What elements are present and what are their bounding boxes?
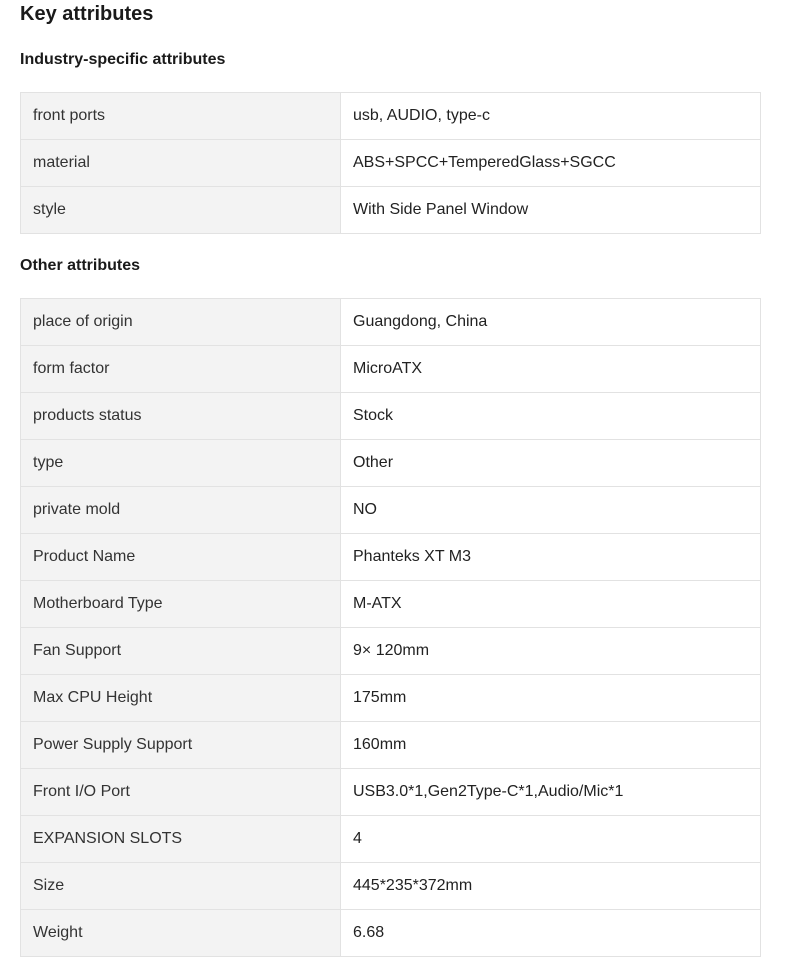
table-row: [21, 863, 761, 910]
table-row: [21, 140, 761, 187]
other-attributes-table: [20, 298, 761, 957]
attribute-value: With Side Panel Window: [341, 187, 761, 234]
attribute-value: usb, AUDIO, type-c: [341, 93, 761, 140]
table-row: [21, 440, 761, 487]
page-title: Key attributes: [20, 3, 154, 25]
attribute-key: products status: [21, 393, 341, 440]
attribute-key: private mold: [21, 487, 341, 534]
attribute-key: Product Name: [21, 534, 341, 581]
attribute-key: EXPANSION SLOTS: [21, 816, 341, 863]
table-row: [21, 393, 761, 440]
attribute-key: Weight: [21, 910, 341, 957]
attribute-key: type: [21, 440, 341, 487]
attribute-value: 6.68: [341, 910, 761, 957]
attribute-value: Stock: [341, 393, 761, 440]
attribute-key: Motherboard Type: [21, 581, 341, 628]
table-row: [21, 816, 761, 863]
attribute-key: Size: [21, 863, 341, 910]
attribute-value: M-ATX: [341, 581, 761, 628]
attribute-key: form factor: [21, 346, 341, 393]
attribute-key: Power Supply Support: [21, 722, 341, 769]
other-attributes-body: [21, 299, 761, 957]
table-row: [21, 628, 761, 675]
table-row: [21, 722, 761, 769]
attribute-value: ABS+SPCC+TemperedGlass+SGCC: [341, 140, 761, 187]
attribute-value: Phanteks XT M3: [341, 534, 761, 581]
attribute-key: Fan Support: [21, 628, 341, 675]
attribute-key: Front I/O Port: [21, 769, 341, 816]
industry-attributes-body: [21, 93, 761, 234]
attribute-key: front ports: [21, 93, 341, 140]
attribute-value: 445*235*372mm: [341, 863, 761, 910]
attribute-value: 4: [341, 816, 761, 863]
attribute-value: 175mm: [341, 675, 761, 722]
table-row: [21, 675, 761, 722]
attribute-key: place of origin: [21, 299, 341, 346]
table-row: [21, 487, 761, 534]
table-row: [21, 769, 761, 816]
attribute-value: MicroATX: [341, 346, 761, 393]
attribute-value: NO: [341, 487, 761, 534]
industry-attributes-heading: Industry-specific attributes: [20, 51, 226, 68]
attribute-key: material: [21, 140, 341, 187]
attribute-value: 9× 120mm: [341, 628, 761, 675]
attribute-value: 160mm: [341, 722, 761, 769]
attribute-key: style: [21, 187, 341, 234]
attribute-key: Max CPU Height: [21, 675, 341, 722]
attribute-value: USB3.0*1,Gen2Type-C*1,Audio/Mic*1: [341, 769, 761, 816]
table-row: [21, 299, 761, 346]
table-row: [21, 346, 761, 393]
other-attributes-heading: Other attributes: [20, 257, 141, 274]
industry-attributes-table: [20, 92, 761, 234]
table-row: [21, 581, 761, 628]
table-row: [21, 910, 761, 957]
attribute-value: Guangdong, China: [341, 299, 761, 346]
table-row: [21, 187, 761, 234]
table-row: [21, 534, 761, 581]
attribute-value: Other: [341, 440, 761, 487]
table-row: [21, 93, 761, 140]
